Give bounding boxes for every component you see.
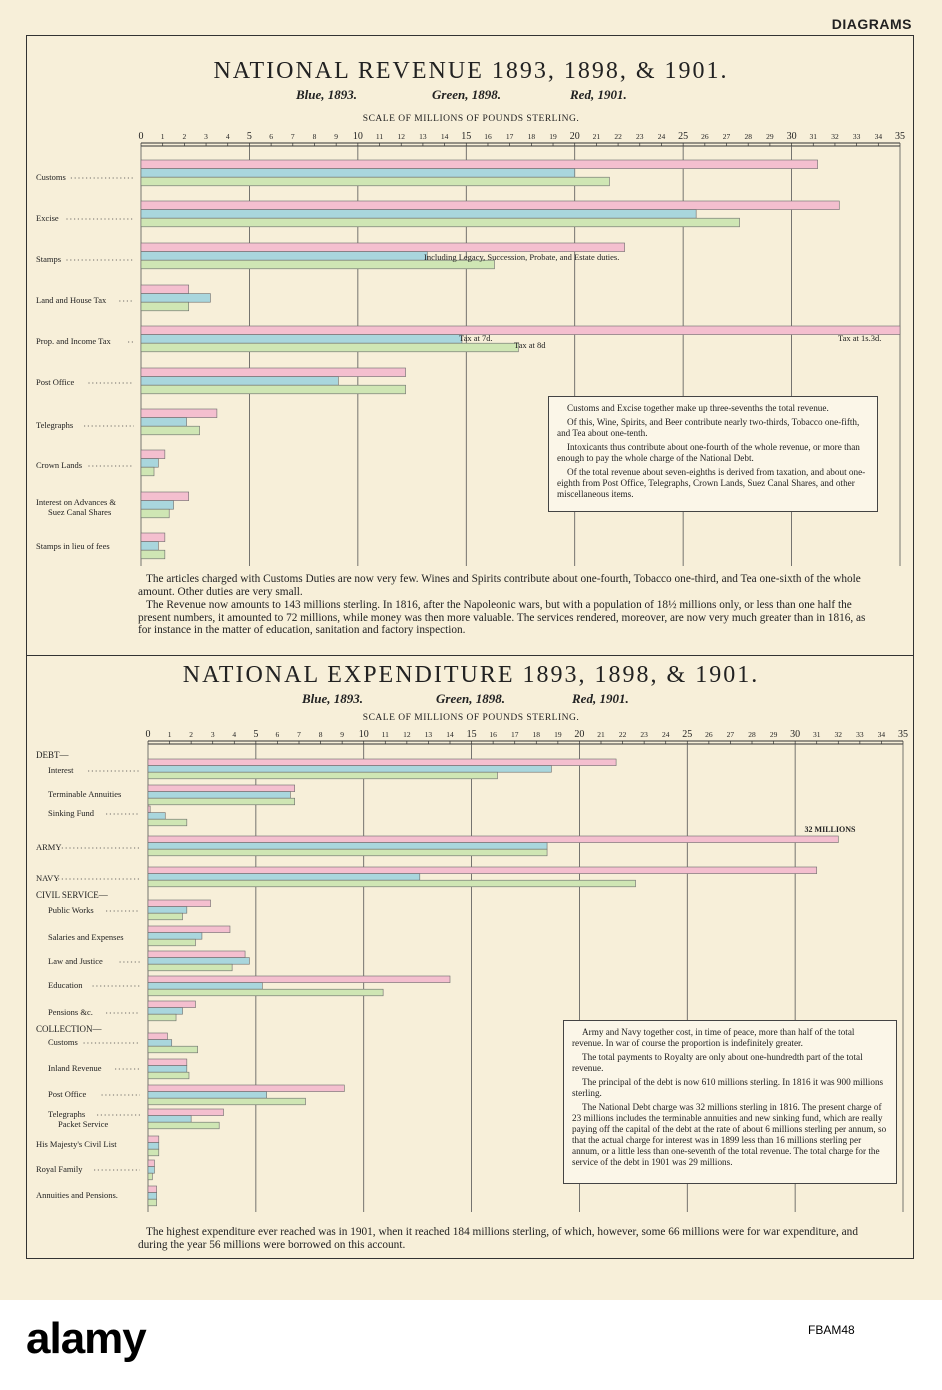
bar-green	[148, 880, 636, 887]
x-tick-label: 6	[275, 730, 280, 739]
category-label: Telegraphs	[48, 1109, 86, 1119]
x-tick-label: 9	[340, 730, 345, 739]
x-tick-label: 8	[318, 730, 323, 739]
x-tick-label: 24	[657, 132, 666, 141]
x-tick-label: 12	[397, 132, 405, 141]
bar-blue	[148, 907, 187, 914]
bar-red	[148, 926, 230, 933]
x-tick-label: 7	[297, 730, 301, 739]
bar-blue	[148, 1008, 183, 1015]
x-tick-label: 2	[189, 730, 194, 739]
bar-blue	[148, 1143, 159, 1150]
category-label: Interest on Advances &	[36, 497, 117, 507]
x-tick-label: 22	[614, 132, 622, 141]
x-tick-label: 18	[532, 730, 541, 739]
x-tick-label: 34	[877, 730, 886, 739]
x-tick-label: 19	[549, 132, 557, 141]
category-label: Terminable Annuities	[48, 789, 122, 799]
x-tick-label: 17	[510, 730, 519, 739]
bar-red	[148, 1109, 224, 1116]
group-label: COLLECTION—	[36, 1024, 102, 1034]
revenue-scale-title: SCALE OF MILLIONS OF POUNDS STERLING.	[362, 114, 580, 124]
bar-green	[148, 819, 187, 826]
bar-red	[148, 785, 295, 792]
section-header: DIAGRAMS	[831, 16, 912, 32]
x-tick-label: 21	[597, 730, 605, 739]
x-tick-label: 10	[358, 729, 369, 740]
stock-banner	[0, 1300, 942, 1390]
revenue-title: NATIONAL REVENUE 1893, 1898, & 1901.	[213, 58, 729, 84]
x-tick-label: 11	[381, 730, 389, 739]
category-sublabel: Packet Service	[58, 1119, 109, 1129]
bar-blue	[148, 1193, 157, 1200]
expenditure-scale-title: SCALE OF MILLIONS OF POUNDS STERLING.	[362, 713, 580, 723]
revenue-note-3: Intoxicants thus contribute about one-fourth of the whole revenue, or more than enough to pay the whole charge of the National Debt.	[557, 442, 860, 463]
category-label: Stamps in lieu of fees	[36, 541, 110, 551]
x-tick-label: 0	[138, 131, 144, 142]
bar-red	[148, 1160, 154, 1167]
bar-red	[148, 1085, 344, 1092]
bar-red	[148, 1136, 159, 1143]
x-tick-label: 7	[290, 132, 295, 141]
bar-red	[148, 951, 245, 958]
stock-image-id: FBAM48	[808, 1323, 855, 1337]
category-label: Pensions &c.	[48, 1007, 93, 1017]
x-tick-label: 32	[831, 132, 839, 141]
revenue-legend-blue: Blue, 1893.	[296, 87, 358, 102]
x-tick-label: 31	[812, 730, 821, 739]
x-tick-label: 30	[790, 729, 801, 740]
bar-red	[148, 836, 838, 843]
x-tick-label: 0	[145, 729, 151, 740]
category-label: Telegraphs	[36, 420, 74, 430]
revenue-note-4: Of the total revenue about seven-eighths is derived from taxation, and about one-eighth from Post Office, Telegraphs, Crown Lands, Suez Canal Shares, and other miscellaneous items.	[557, 467, 866, 499]
x-tick-label: 26	[701, 132, 709, 141]
x-tick-label: 34	[874, 132, 883, 141]
bar-blue	[148, 843, 547, 850]
army-annotation: 32 MILLIONS	[804, 825, 856, 834]
bar-red	[148, 900, 211, 907]
expenditure-note-box	[563, 1020, 897, 1184]
x-tick-label: 19	[554, 730, 562, 739]
x-tick-label: 22	[618, 730, 627, 739]
x-tick-label: 23	[636, 132, 644, 141]
bar-blue	[148, 766, 551, 773]
x-tick-label: 27	[722, 132, 731, 141]
x-tick-label: 1	[160, 132, 165, 141]
expenditure-note-1: Army and Navy together cost, in time of peace, more than half of the total revenue. In war of course the proportion is indefinitely greater.	[572, 1027, 855, 1048]
bar-blue	[148, 813, 165, 820]
category-label: Inland Revenue	[48, 1063, 102, 1073]
x-tick-label: 24	[661, 730, 670, 739]
bar-green	[148, 964, 232, 971]
x-tick-label: 14	[440, 132, 449, 141]
bar-green	[148, 1014, 176, 1021]
revenue-legend-red: Red, 1901.	[570, 87, 627, 102]
bar-red	[148, 1059, 187, 1066]
x-tick-label: 31	[809, 132, 818, 141]
x-tick-label: 28	[748, 730, 756, 739]
x-tick-label: 5	[246, 131, 252, 142]
bar-red	[148, 759, 616, 766]
category-sublabel: Suez Canal Shares	[48, 507, 112, 517]
category-label: Customs	[36, 172, 66, 182]
x-tick-label: 3	[204, 132, 208, 141]
x-tick-label: 9	[334, 132, 339, 141]
category-label: His Majesty's Civil List	[36, 1139, 117, 1149]
bar-green	[148, 1046, 198, 1053]
category-label: Annuities and Pensions.	[36, 1190, 118, 1200]
bar-green	[148, 798, 295, 805]
category-label: Excise	[36, 213, 59, 223]
bar-green	[148, 989, 383, 996]
x-tick-label: 26	[705, 730, 713, 739]
x-tick-label: 14	[446, 730, 454, 739]
x-tick-label: 29	[769, 730, 778, 739]
x-tick-label: 6	[269, 132, 273, 141]
bar-green	[148, 1122, 219, 1129]
category-label: Law and Justice	[48, 956, 103, 966]
x-tick-label: 13	[419, 132, 427, 141]
group-label: CIVIL SERVICE—	[36, 890, 108, 900]
revenue-note-1: Customs and Excise together make up three-sevenths the total revenue.	[567, 403, 829, 413]
x-tick-label: 12	[403, 730, 411, 739]
bar-blue	[148, 983, 262, 990]
revenue-note-2: Of this, Wine, Spirits, and Beer contribute nearly two-thirds, Tobacco one-fifth, and Tea about one-tenth.	[557, 417, 860, 438]
tax-7d-annotation: Tax at 7d.	[459, 333, 493, 343]
stamps-annotation: Including Legacy, Succession, Probate, and Estate duties.	[424, 252, 620, 262]
x-tick-label: 23	[640, 730, 648, 739]
x-tick-label: 5	[253, 729, 259, 740]
x-tick-label: 35	[898, 729, 908, 740]
bar-green	[148, 939, 195, 946]
expenditure-title: NATIONAL EXPENDITURE 1893, 1898, & 1901.	[182, 662, 760, 688]
category-label: Land and House Tax	[36, 295, 107, 305]
category-label: Sinking Fund	[48, 808, 95, 818]
revenue-footer-1: The articles charged with Customs Duties are now very few. Wines and Spirits contribute about one-fourth, Tobacco one-third, and Tea one-sixth of the whole amount. Other duties are very small.	[138, 573, 861, 598]
category-label: Salaries and Expenses	[48, 932, 124, 942]
bar-green	[148, 849, 547, 856]
category-label: Royal Family	[36, 1164, 83, 1174]
bar-red	[148, 1033, 167, 1040]
bar-blue	[148, 958, 249, 965]
category-label: Prop. and Income Tax	[36, 336, 111, 346]
bar-red	[148, 806, 150, 813]
x-tick-label: 1	[167, 730, 172, 739]
bar-blue	[148, 874, 420, 881]
bar-blue	[148, 792, 290, 799]
bar-green	[148, 1098, 305, 1105]
expenditure-legend-green: Green, 1898.	[436, 691, 505, 706]
x-tick-label: 20	[574, 729, 585, 740]
x-tick-label: 4	[232, 730, 237, 739]
stock-logo: alamy	[26, 1314, 146, 1363]
bar-green	[148, 1173, 152, 1180]
x-tick-label: 18	[527, 132, 536, 141]
bar-red	[148, 1186, 157, 1193]
x-tick-label: 28	[744, 132, 752, 141]
x-tick-label: 16	[484, 132, 492, 141]
bar-red	[148, 976, 450, 983]
x-tick-label: 32	[834, 730, 843, 739]
expenditure-footer-1: The highest expenditure ever reached was in 1901, when it reached 184 millions sterling, of which, however, some 66 millions were for war expenditure, and during the year 56 millions were borrowed on this account.	[138, 1226, 858, 1251]
x-tick-label: 30	[786, 131, 797, 142]
expenditure-legend-blue: Blue, 1893.	[302, 691, 364, 706]
x-tick-label: 27	[726, 730, 735, 739]
category-label: Interest	[48, 765, 74, 775]
x-tick-label: 15	[461, 131, 472, 142]
category-label: Customs	[48, 1037, 78, 1047]
x-tick-label: 17	[505, 132, 514, 141]
expenditure-note-4: The National Debt charge was 32 millions sterling in 1816. The present charge of 23 millions includes the terminable annuities and new sinking fund, which are really paying off the capital of the debt at the rate of about 6 millions sterling per annum, so that the actual charge for interest was in 1899 less than 16 millions sterling per annum, or a little less than one-seventh of the total revenue. The total charge for the service of the debt in 1901 was 29 millions.	[572, 1102, 887, 1167]
category-label: Crown Lands	[36, 460, 83, 470]
expenditure-note-2: The total payments to Royalty are only about one-hundredth part of the total revenue.	[572, 1052, 863, 1073]
bar-green	[148, 1199, 157, 1206]
x-tick-label: 25	[682, 729, 693, 740]
tax-1s3d-annotation: Tax at 1s.3d.	[838, 333, 882, 343]
bar-red	[148, 1001, 195, 1008]
bar-blue	[148, 1167, 154, 1174]
group-label: DEBT—	[36, 750, 69, 760]
x-tick-label: 33	[856, 730, 864, 739]
x-tick-label: 13	[424, 730, 433, 739]
tax-8d-annotation: Tax at 8d	[514, 340, 546, 350]
category-label: Stamps	[36, 254, 62, 264]
bar-blue	[148, 1040, 172, 1047]
x-tick-label: 21	[592, 132, 601, 141]
category-label: Education	[48, 980, 83, 990]
x-tick-label: 11	[375, 132, 384, 141]
bar-blue	[148, 1092, 267, 1099]
revenue-legend-green: Green, 1898.	[432, 87, 501, 102]
x-tick-label: 35	[895, 131, 905, 142]
x-tick-label: 29	[766, 132, 774, 141]
bar-blue	[148, 933, 202, 940]
bar-green	[148, 913, 183, 920]
bar-green	[148, 772, 497, 779]
x-tick-label: 20	[569, 131, 580, 142]
x-tick-label: 2	[182, 132, 187, 141]
bar-green	[148, 1072, 189, 1079]
x-tick-label: 4	[225, 132, 230, 141]
category-label: NAVY	[36, 873, 60, 883]
expenditure-legend-red: Red, 1901.	[572, 691, 629, 706]
category-label: ARMY	[36, 842, 62, 852]
category-label: Post Office	[36, 377, 75, 387]
x-tick-label: 3	[210, 730, 215, 739]
x-tick-label: 33	[852, 132, 861, 141]
expenditure-note-3: The principal of the debt is now 610 millions sterling. In 1816 it was 900 millions sterling.	[572, 1077, 884, 1098]
category-label: Public Works	[48, 905, 94, 915]
x-tick-label: 15	[466, 729, 477, 740]
revenue-footer-2: The Revenue now amounts to 143 millions sterling. In 1816, after the Napoleonic wars, but with a population of 18½ millions only, or less than one half the present numbers, it amounted to 72 millions, while money was then more valuable. The services rendered, moreover, are now very much greater than in 1816, as for instance in the matter of education, sanitation and factory inspection.	[138, 599, 866, 636]
bar-green	[148, 1149, 159, 1156]
bar-blue	[148, 1066, 187, 1073]
category-label: Post Office	[48, 1089, 87, 1099]
x-tick-label: 8	[312, 132, 317, 141]
x-tick-label: 25	[678, 131, 689, 142]
x-tick-label: 16	[489, 730, 497, 739]
bar-blue	[148, 1116, 191, 1123]
bar-red	[148, 867, 817, 874]
x-tick-label: 10	[352, 131, 363, 142]
